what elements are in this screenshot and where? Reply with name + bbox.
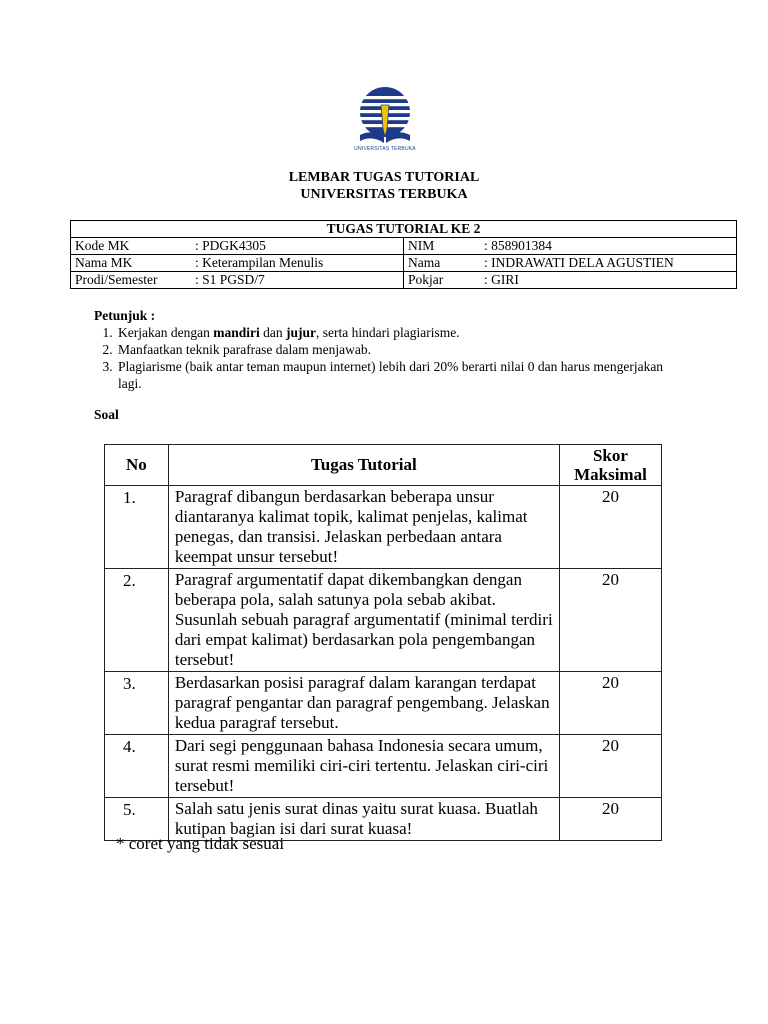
instructions-list [94,324,686,392]
info-label: NIM [404,238,481,255]
question-number: 3. [105,672,169,735]
info-label: Pokjar [404,272,481,289]
question-score: 20 [559,735,661,798]
question-row [105,486,662,569]
header-score: Skor Maksimal [559,445,661,486]
instruction-item: 3. Plagiarisme (baik antar teman maupun internet) lebih dari 20% berarti nilai 0 dan harus mengerjakan lagi. [116,358,686,392]
instruction-item: 1. Kerjakan dengan mandiri dan jujur, serta hindari plagiarisme. [116,324,686,341]
info-value: : 858901384 [480,238,737,255]
question-number: 2. [105,569,169,672]
info-row-prodi [71,272,737,289]
question-row [105,735,662,798]
questions-label: Soal [94,407,119,422]
question-score: 20 [559,569,661,672]
instruction-item: 2. Manfaatkan teknik parafrase dalam menjawab. [116,341,686,358]
question-text: Dari segi penggunaan bahasa Indonesia secara umum, surat resmi memiliki ciri-ciri tertentu. Jelaskan ciri-ciri tersebut! [168,735,559,798]
question-row [105,569,662,672]
document-title: LEMBAR TUGAS TUTORIAL [288,170,480,185]
question-number: 4. [105,735,169,798]
document-subtitle: UNIVERSITAS TERBUKA [300,187,468,202]
info-row-kode [71,238,737,255]
question-number: 5. [105,798,169,841]
instructions [94,307,686,392]
info-value: : INDRAWATI DELA AGUSTIEN [480,255,737,272]
info-row-nama [71,255,737,272]
questions-header-row [105,445,662,486]
info-table [70,220,737,289]
info-value: : GIRI [480,272,737,289]
question-text: Berdasarkan posisi paragraf dalam karangan terdapat paragraf pengantar dan paragraf pengembang. Jelaskan kedua paragraf tersebut. [168,672,559,735]
info-value: : S1 PGSD/7 [191,272,404,289]
info-label: Prodi/Semester [71,272,192,289]
question-text: Salah satu jenis surat dinas yaitu surat kuasa. Buatlah kutipan bagian isi dari surat kuasa! [168,798,559,841]
info-value: : PDGK4305 [191,238,404,255]
info-label: Nama MK [71,255,192,272]
info-value: : Keterampilan Menulis [191,255,404,272]
question-row [105,672,662,735]
info-label: Nama [404,255,481,272]
question-text: Paragraf argumentatif dapat dikembangkan dengan beberapa pola, salah satunya pola sebab akibat. Susunlah sebuah paragraf argumentatif (minimal terdiri dari empat kalimat) berdasarkan pola pengembangan tersebut! [168,569,559,672]
question-score: 20 [559,486,661,569]
question-text: Paragraf dibangun berdasarkan beberapa unsur diantaranya kalimat topik, kalimat penjelas, kalimat penegas, dan transisi. Jelaskan perbedaan antara keempat unsur tersebut! [168,486,559,569]
logo-caption: UNIVERSITAS TERBUKA [354,146,416,152]
header-no: No [105,445,169,486]
question-score: 20 [559,672,661,735]
questions-table [104,444,662,841]
question-score: 20 [559,798,661,841]
info-label: Kode MK [71,238,192,255]
header-task: Tugas Tutorial [168,445,559,486]
footnote: * coret yang tidak sesuai [116,834,285,853]
question-number: 1. [105,486,169,569]
instructions-label: Petunjuk : [94,308,156,323]
info-table-heading: TUGAS TUTORIAL KE 2 [71,221,737,238]
